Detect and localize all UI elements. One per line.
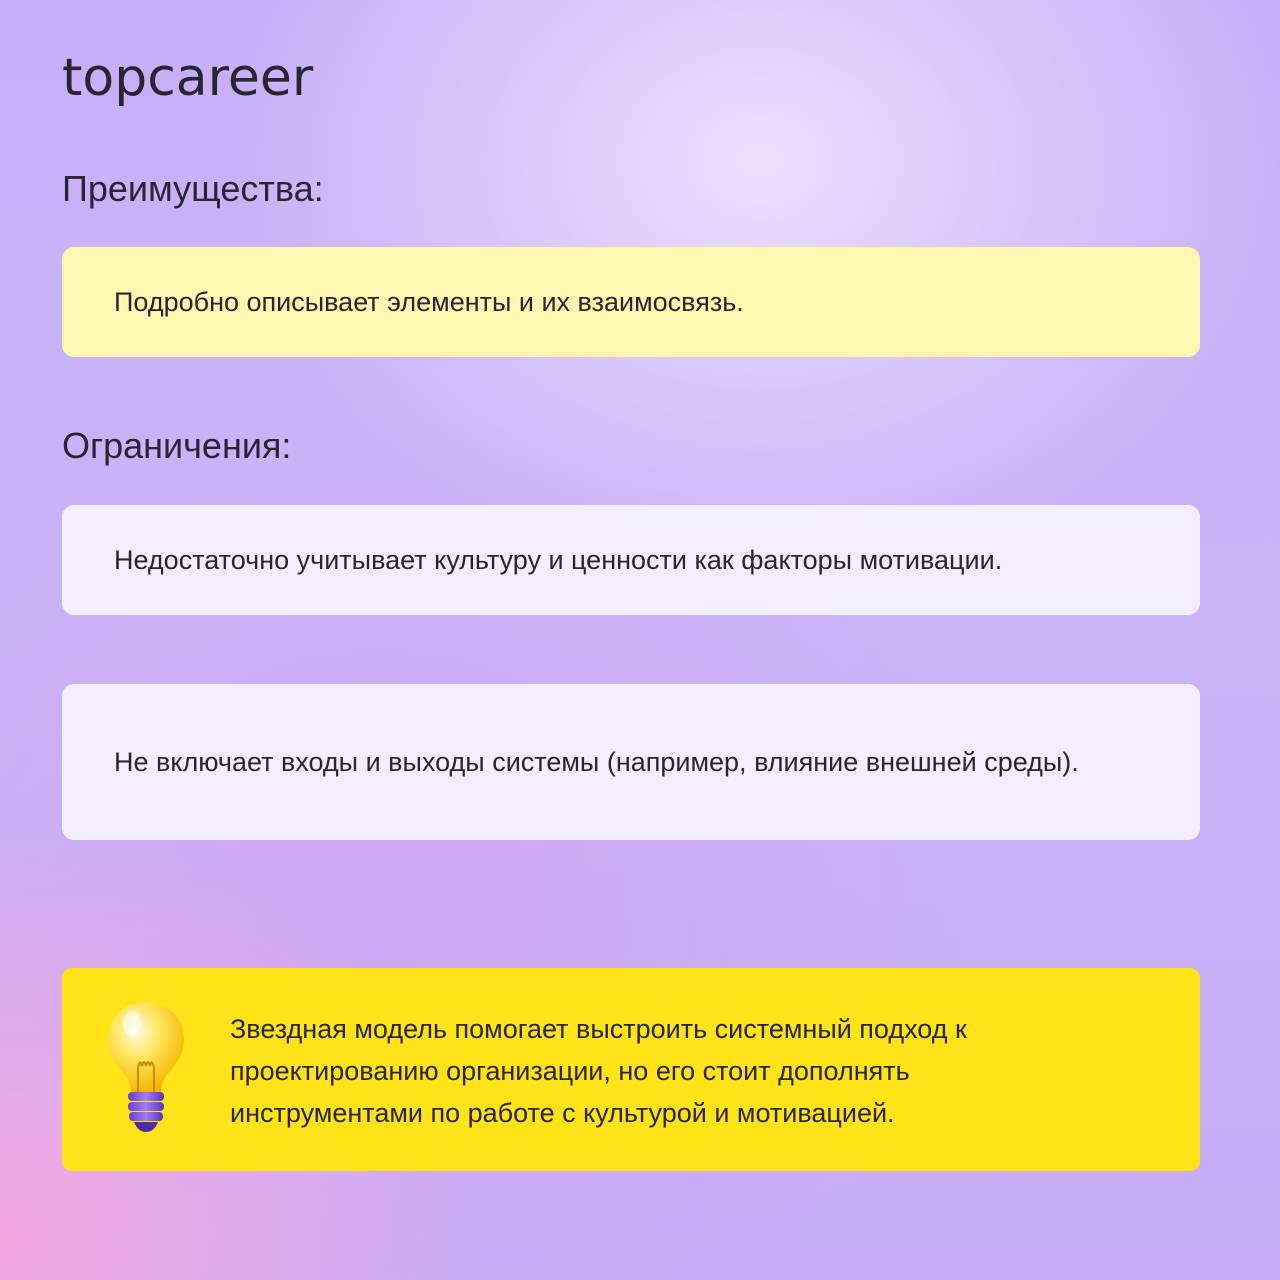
advantage-text: Подробно описывает элементы и их взаимосвязь. [114, 287, 744, 317]
topcareer-logo: topcareer [62, 48, 314, 108]
limitation-text: Недостаточно учитывает культуру и ценности как факторы мотивации. [114, 545, 1003, 575]
advantages-title: Преимущества: [62, 168, 324, 209]
callout-text: Звездная модель помогает выстроить системный подход к проектированию организации, но его стоит дополнять инструментами по работе с культурой и мотивацией. [230, 1014, 967, 1128]
advantage-card [62, 247, 1200, 357]
limitation-text: Не включает входы и выходы системы (например, влияние внешней среды). [114, 747, 1079, 777]
lightbulb-icon [106, 1000, 186, 1134]
conclusion-callout [62, 968, 1200, 1171]
limitation-card [62, 505, 1200, 615]
limitation-card [62, 684, 1200, 840]
limitations-title: Ограничения: [62, 425, 292, 466]
